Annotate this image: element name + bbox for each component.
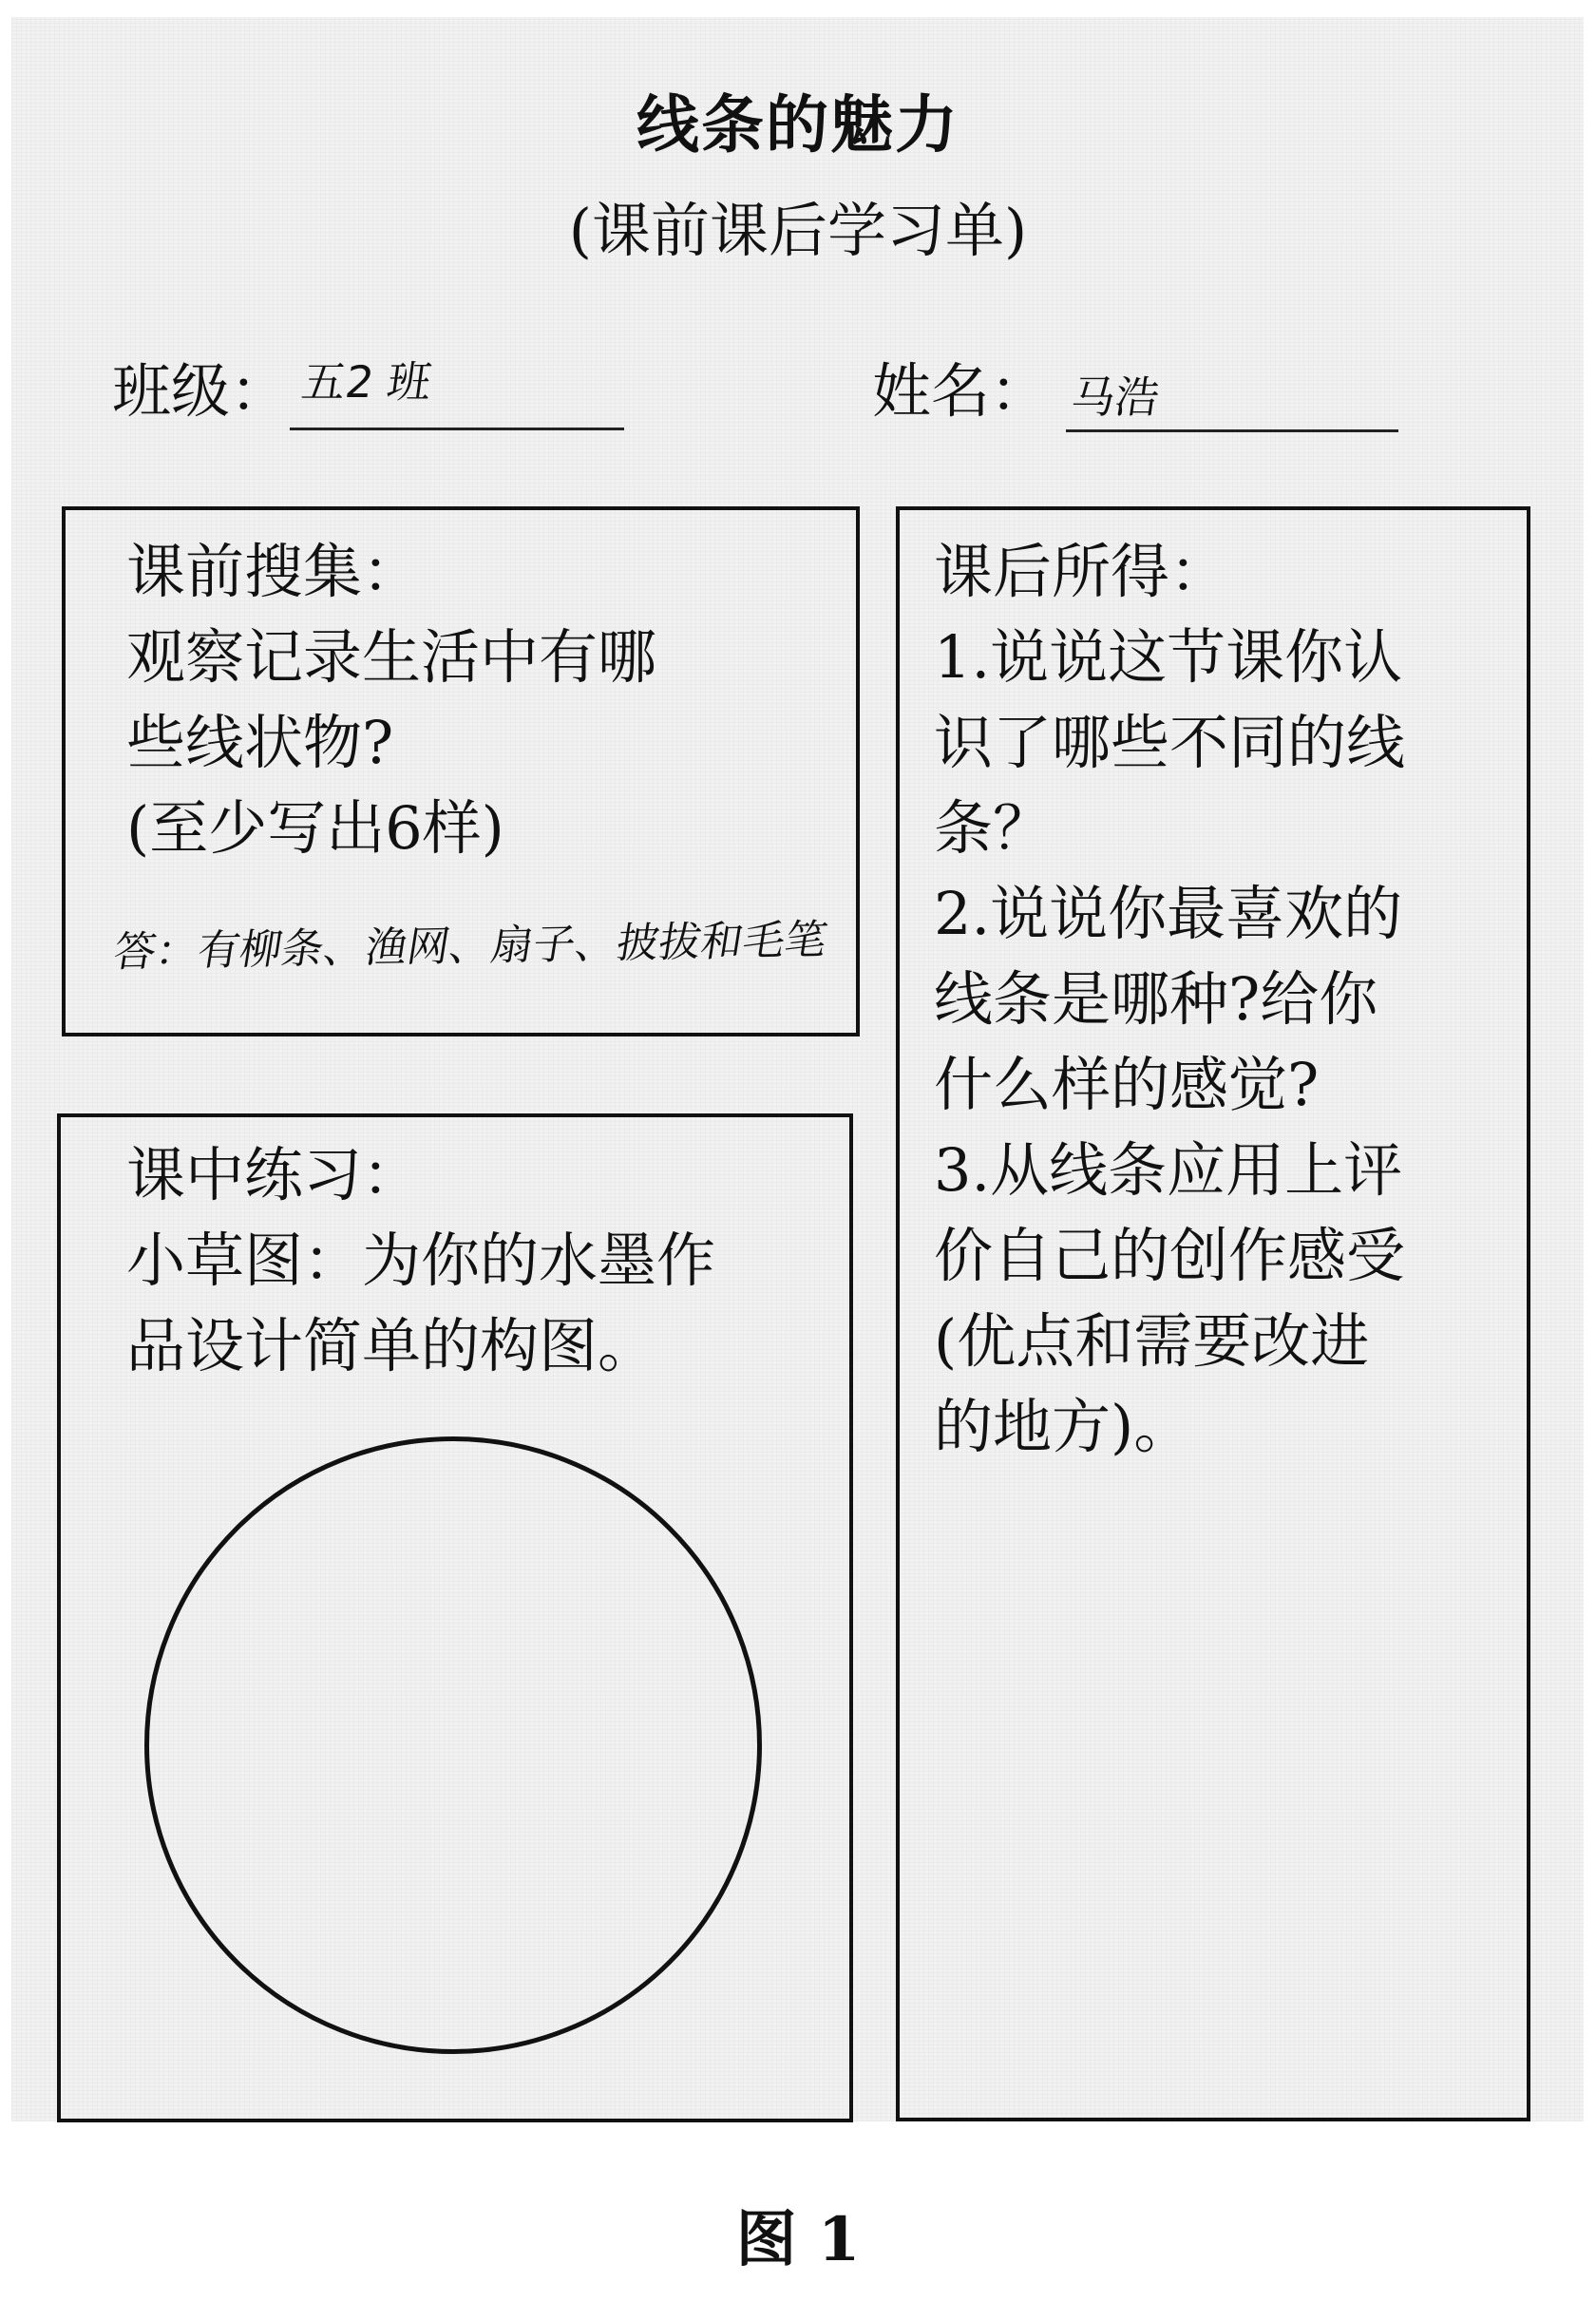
- post-class-line: 识了哪些不同的线: [934, 708, 1406, 777]
- post-class-line: 1.说说这节课你认: [934, 622, 1403, 692]
- pre-class-line: 些线状物?: [126, 708, 394, 777]
- post-class-line: 3.从线条应用上评: [934, 1135, 1403, 1205]
- post-class-text: [934, 529, 1405, 1470]
- post-class-line: 价自己的创作感受: [934, 1221, 1406, 1290]
- name-label: 姓名：: [872, 356, 1050, 426]
- name-value: 马浩: [1068, 371, 1163, 423]
- post-class-line: 什么样的感觉?: [934, 1050, 1320, 1119]
- post-class-line: 线条是哪种?给你: [934, 964, 1378, 1034]
- pre-class-line: (至少写出6样): [126, 793, 504, 863]
- post-class-line: 的地方)。: [934, 1392, 1193, 1461]
- post-class-line: 2.说说你最喜欢的: [934, 879, 1403, 948]
- in-class-heading: 课中练习：: [126, 1140, 422, 1209]
- pre-class-heading: 课前搜集：: [126, 537, 422, 606]
- pre-class-text: [126, 529, 656, 871]
- worksheet-subtitle: (课前课后学习单): [568, 196, 1028, 265]
- post-class-line: 条？: [934, 793, 1053, 863]
- sketch-circle: [144, 1436, 762, 2054]
- post-class-heading: 课后所得：: [934, 537, 1229, 606]
- worksheet-title: 线条的魅力: [636, 87, 960, 162]
- class-label: 班级：: [112, 356, 290, 426]
- class-underline: [290, 428, 624, 430]
- name-underline: [1066, 429, 1398, 432]
- post-class-line: (优点和需要改进: [934, 1306, 1370, 1376]
- class-value: 五2 班: [298, 356, 435, 408]
- figure-caption: 图 1: [735, 2204, 861, 2275]
- in-class-line: 小草图：为你的水墨作: [126, 1226, 716, 1295]
- pre-class-line: 观察记录生活中有哪: [126, 622, 657, 692]
- in-class-line: 品设计简单的构图。: [126, 1311, 657, 1380]
- pre-class-handwritten-answer: 答：有柳条、渔网、扇子、披拔和毛笔: [110, 915, 831, 977]
- in-class-text: [126, 1132, 715, 1389]
